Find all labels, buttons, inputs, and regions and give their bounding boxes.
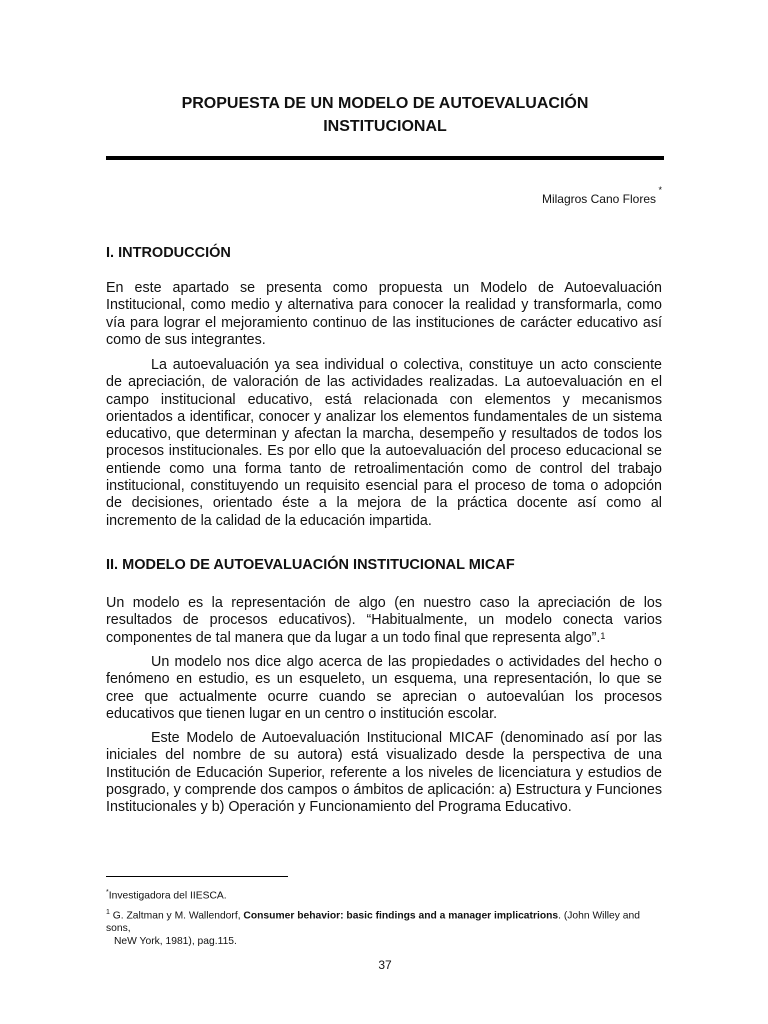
footnote-mark: *	[106, 889, 109, 896]
footnote-reference[interactable]: 1	[600, 630, 606, 641]
paragraph-text: La autoevaluación ya sea individual o colectiva, constituye un acto consciente de apreciación, de valoración de las actividades realizadas. La autoevaluación en el campo institucional educativo, está relacionada con elementos y mecanismos orientados a identificar, conocer y analizar los elementos fundamentales de un sistema educativo, que determinan y afectan la marcha, desempeño y resultados de todos los procesos institucionales. Es por ello que la autoevaluación del proceso educacional se entiende como una forma tanto de retroalimentación como de control del trabajo institucional, constituyendo un requisito esencial para el proceso de toma o adopción de decisiones, orientado éste a la mejora de la práctica docente así como al incremento de la calidad de la educación impartida.	[106, 357, 662, 529]
footnote-separator	[106, 876, 288, 877]
section-heading-introduccion: I. INTRODUCCIÓN	[106, 245, 231, 261]
footnote-mark: 1	[106, 909, 110, 916]
paragraph: En este apartado se presenta como propuesta un Modelo de Autoevaluación Institucional, como medio y alternativa para conocer la realidad y transformarla, como vía para lograr el mejoramiento continuo de las instituciones de carácter educativo así como de sus integrantes.	[106, 280, 662, 348]
title-line-1: PROPUESTA DE UN MODELO DE AUTOEVALUACIÓN	[181, 95, 589, 112]
footnote-suffix: . (John Willey and sons,	[106, 910, 640, 935]
paragraph	[106, 357, 662, 530]
document-page	[106, 0, 664, 1024]
author-footnote-mark: *	[658, 185, 662, 195]
paragraph-text: Un modelo es la representación de algo (en nuestro caso la apreciación de los resultados de procesos educativos). “Habitualmente, un modelo conecta varios componentes de tal manera que da lugar a un todo final que representa algo”.	[106, 595, 662, 646]
paragraph-text: Este Modelo de Autoevaluación Institucional MICAF (denominado así por las iniciales del nombre de su autora) está visualizado desde la perspectiva de una Institución de Educación Superior, referente a los niveles de licenciatura y estudios de posgrado, y comprende dos campos o ámbitos de aplicación: a) Estructura y Funciones Institucionales y b) Operación y Funcionamiento del Programa Educativo.	[106, 730, 662, 816]
author-line	[541, 185, 662, 206]
author-name: Milagros Cano Flores	[541, 192, 656, 206]
footnote-text: Investigadora del IIESCA.	[108, 890, 227, 902]
paragraph	[106, 654, 662, 723]
footnote-citation	[106, 906, 662, 948]
paragraph-text: Un modelo nos dice algo acerca de las propiedades o actividades del hecho o fenómeno en estudio, es un esqueleto, un esquema, una representación, lo que se cree que actualmente ocurre cuando se aprecian o autoevalúan los procesos educativos que tienen lugar en un centro o institución escolar.	[106, 654, 662, 722]
footnote-prefix: G. Zaltman y M. Wallendorf,	[109, 910, 244, 922]
footnote-author	[106, 886, 662, 902]
section-heading-modelo: II. MODELO DE AUTOEVALUACIÓN INSTITUCIONAL MICAF	[106, 557, 515, 573]
footnote-book-title: Consumer behavior: basic findings and a manager implicatrions	[243, 910, 559, 922]
title-rule	[106, 156, 664, 160]
title-line-2: INSTITUCIONAL	[323, 118, 447, 135]
footnote-line-2: NeW York, 1981), pag.115.	[114, 936, 237, 948]
page-number: 37	[378, 958, 392, 972]
paragraph	[106, 730, 662, 816]
paragraph	[106, 595, 662, 647]
document-title	[106, 92, 664, 138]
